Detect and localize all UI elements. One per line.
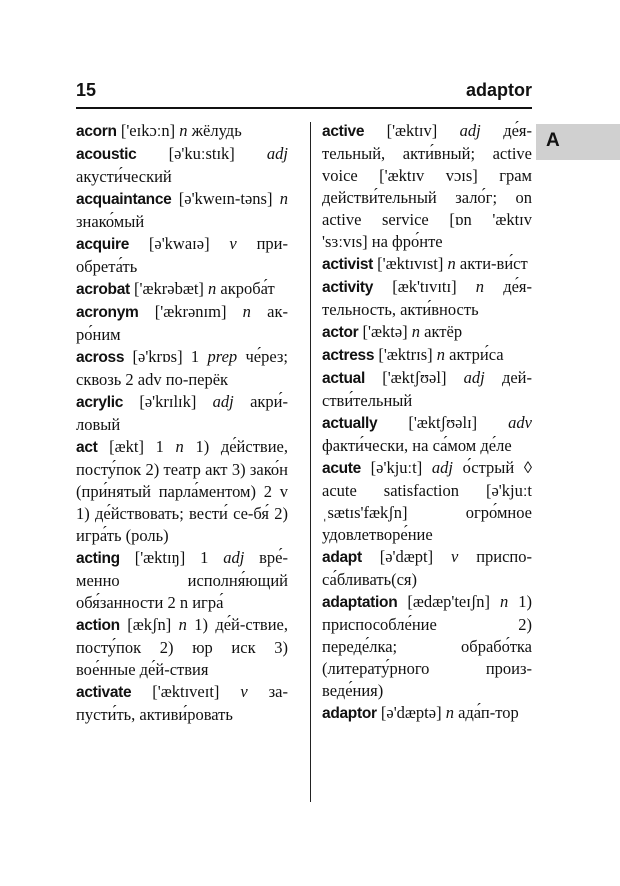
headword: activate [76, 684, 132, 701]
headword: acting [76, 550, 120, 567]
headword: acrylic [76, 394, 124, 411]
dictionary-entry [76, 436, 288, 547]
definition: акти-ви́ст [455, 254, 528, 273]
part-of-speech: n [175, 437, 184, 456]
dictionary-entry [322, 546, 532, 591]
dictionary-entry [322, 367, 532, 412]
transcription: [ə'dæpt] [361, 547, 451, 566]
definition: за-пусти́ть, активи́ровать [76, 682, 288, 724]
dictionary-entry [76, 547, 288, 614]
headword: acquaintance [76, 191, 172, 208]
transcription: [ækʃn] [119, 615, 179, 634]
dictionary-entry [322, 321, 532, 344]
headword: act [76, 439, 98, 456]
headword: actual [322, 370, 365, 387]
part-of-speech: adj [223, 548, 245, 567]
transcription: ['eɪkɔːn] [116, 121, 180, 140]
part-of-speech: adj [463, 368, 485, 387]
part-of-speech: adj [431, 458, 453, 477]
transcription: [ə'kuːstɪk] [136, 144, 267, 163]
part-of-speech: n [208, 279, 217, 298]
headword: adaptation [322, 594, 398, 611]
definition: 1) де́йствие, посту́пок 2) театр акт 3) зако́н (при́нятый парла́ментом) 2 v 1) де́йствовать; вести́ се-бя́ 2) игра́ть (роль) [76, 437, 288, 545]
definition: жёлудь [187, 121, 242, 140]
dictionary-entry [76, 346, 288, 391]
part-of-speech: adj [266, 144, 288, 163]
definition: де́я-тельность, акти́вность [322, 277, 532, 319]
part-of-speech: n [500, 592, 509, 611]
definition: приспо-са́бливать(ся) [322, 547, 532, 589]
part-of-speech: n [279, 189, 288, 208]
header-rule [76, 107, 532, 109]
dictionary-entry [76, 120, 288, 143]
part-of-speech: prep [207, 347, 238, 366]
transcription: ['æktɪvɪst] [373, 254, 448, 273]
headword: acronym [76, 304, 139, 321]
definition: знако́мый [76, 212, 145, 231]
dictionary-entry [322, 276, 532, 321]
definition: акри́-ловый [76, 392, 288, 434]
transcription: ['ækrəbæt] [129, 279, 209, 298]
definition: актри́са [445, 345, 504, 364]
part-of-speech: adj [459, 121, 481, 140]
page-number: 15 [76, 80, 97, 100]
definition: актёр [420, 322, 463, 341]
dictionary-entry [76, 391, 288, 436]
definition: о́стрый ◊ acute satisfaction [ə'kjuːt ˌsætɪs'fækʃn] огро́мное удовлетворе́ние [322, 458, 532, 544]
part-of-speech: n [179, 121, 188, 140]
definition: ада́п-тор [453, 703, 519, 722]
definition: 1) приспособле́ние 2) переде́лка; обрабо́тка (литерату́рного произ-веде́ния) [322, 592, 532, 700]
dictionary-entry [76, 278, 288, 301]
headword: actor [322, 324, 359, 341]
definition: де́я-тельный, акти́вный; active voice ['æktɪv vɔɪs] грам действи́тельный зало́г; on active service [ɒn 'æktɪv 'sɜːvɪs] на фро́нте [322, 121, 533, 251]
dictionary-entry [322, 253, 532, 276]
headword: activity [322, 279, 374, 296]
part-of-speech: v [450, 547, 459, 566]
headword: acute [322, 460, 361, 477]
headword: across [76, 349, 125, 366]
dictionary-entry [76, 614, 288, 681]
dictionary-entry [322, 457, 532, 546]
definition: факти́чески, на са́мом де́ле [322, 436, 512, 455]
transcription: ['ækrənɪm] [138, 302, 243, 321]
headword: acrobat [76, 281, 130, 298]
dictionary-entry [322, 412, 532, 457]
part-of-speech: n [178, 615, 187, 634]
part-of-speech: adv [508, 413, 532, 432]
definition: 1) де́й-ствие, посту́пок 2) юр иск 3) вое́нные де́й-ствия [76, 615, 288, 679]
dictionary-entry [322, 120, 532, 253]
column-divider [310, 122, 311, 802]
dictionary-entry [76, 301, 288, 346]
dictionary-entry [76, 233, 288, 278]
dictionary-entry [76, 188, 288, 233]
transcription: [ə'krɒs] 1 [124, 347, 208, 366]
page-header [76, 80, 532, 104]
dictionary-entry [322, 702, 532, 725]
part-of-speech: n [411, 322, 421, 341]
transcription: [æk'tɪvɪtɪ] [373, 277, 476, 296]
transcription: ['æktɪveɪt] [131, 682, 241, 701]
dictionary-entry [76, 681, 288, 726]
headword: acquire [76, 236, 130, 253]
part-of-speech: v [240, 682, 248, 701]
part-of-speech: n [436, 345, 446, 364]
dictionary-entry [322, 591, 532, 702]
headword: action [76, 617, 120, 634]
transcription: ['æktɪŋ] 1 [119, 548, 224, 567]
transcription: ['æktə] [358, 322, 412, 341]
transcription: [ə'krɪlɪk] [123, 392, 213, 411]
transcription: [ə'kweɪn-təns] [171, 189, 280, 208]
headword: actress [322, 347, 375, 364]
transcription: ['æktʃʊəl] [365, 368, 464, 387]
definition: че́рез; сквозь 2 adv по-перёк [76, 347, 288, 389]
definition: акроба́т [216, 279, 275, 298]
dictionary-entry [322, 344, 532, 367]
transcription: [ə'kwaɪə] [129, 234, 230, 253]
transcription: ['æktʃʊəlɪ] [377, 413, 509, 432]
headword: adapt [322, 549, 362, 566]
right-column [322, 120, 532, 725]
dictionary-entry [76, 143, 288, 188]
transcription: [ædæp'teɪʃn] [397, 592, 501, 611]
definition: вре́-менно исполня́ющий обя́занности 2 n игра́ [76, 548, 288, 612]
part-of-speech: n [242, 302, 251, 321]
running-head: adaptor [465, 80, 532, 100]
headword: active [322, 123, 365, 140]
definition: дей-стви́тельный [322, 368, 532, 410]
headword: acoustic [76, 146, 137, 163]
transcription: [ækt] 1 [97, 437, 176, 456]
transcription: [ə'dæptə] [376, 703, 446, 722]
definition: акусти́ческий [76, 167, 172, 186]
left-column [76, 120, 288, 726]
part-of-speech: n [447, 254, 456, 273]
part-of-speech: n [475, 277, 485, 296]
transcription: ['æktɪv] [364, 121, 460, 140]
part-of-speech: v [229, 234, 237, 253]
headword: activist [322, 256, 374, 273]
transcription: ['æktrɪs] [374, 345, 437, 364]
definition: при-обрета́ть [76, 234, 288, 276]
tab-letter: A [546, 130, 560, 151]
part-of-speech: n [445, 703, 454, 722]
headword: adaptor [322, 705, 377, 722]
headword: acorn [76, 123, 117, 140]
definition: ак-ро́ним [76, 302, 288, 344]
headword: actually [322, 415, 378, 432]
thumb-index-tab [536, 124, 620, 160]
part-of-speech: adj [212, 392, 234, 411]
transcription: [ə'kjuːt] [361, 458, 432, 477]
